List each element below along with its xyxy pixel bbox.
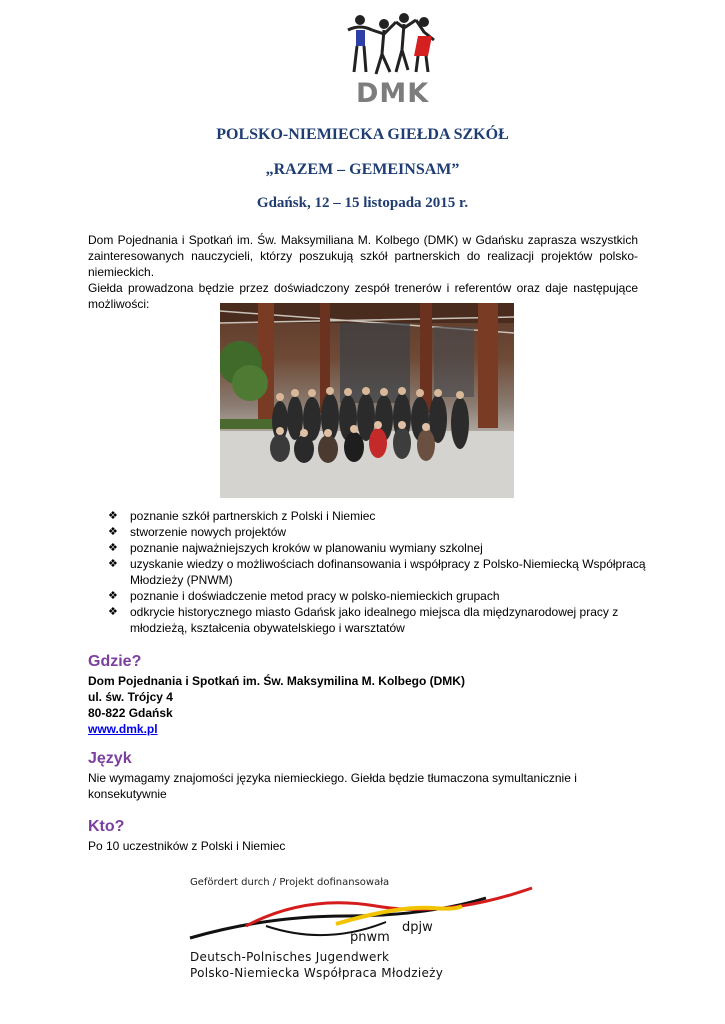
intro-paragraph-1: Dom Pojednania i Spotkań im. Św. Maksymiliana M. Kolbego (DMK) w Gdańsku zaprasza wszystkich zainteresowanych nauczycieli, którzy poszukują szkół partnerskich do realizacji projektów polsko-niemieckich. — [88, 233, 638, 279]
pnwm-text: pnwm — [350, 930, 390, 945]
group-photo — [220, 303, 514, 498]
intro-paragraph-2: Giełda prowadzona będzie przez doświadczony zespół trenerów i referentów oraz daje następujące możliwości: — [88, 281, 638, 311]
who-heading: Kto? — [88, 818, 125, 835]
intro-text — [88, 232, 638, 312]
diamond-bullet-icon: ❖ — [108, 509, 118, 522]
logo-text: DMK — [356, 78, 430, 109]
dpjw-text: dpjw — [402, 920, 433, 935]
dpjw-mark — [350, 920, 433, 945]
title-motto: „RAZEM – GEMEINSAM” — [265, 161, 460, 178]
diamond-bullet-icon: ❖ — [108, 541, 118, 554]
website-link[interactable]: www.dmk.pl — [88, 722, 158, 736]
list-item: ❖ poznanie najważniejszych kroków w planowaniu wymiany szkolnej — [108, 541, 483, 555]
list-item: ❖ uzyskanie wiedzy o możliwościach dofinansowania i współpracy z Polsko-Niemiecką Współpracą Młodzieży (PNWM) — [108, 557, 646, 587]
diamond-bullet-icon: ❖ — [108, 557, 118, 570]
org-name-de: Deutsch-Polnisches Jugendwerk — [190, 950, 390, 964]
diamond-bullet-icon: ❖ — [108, 589, 118, 602]
where-heading: Gdzie? — [88, 653, 142, 670]
diamond-bullet-icon: ❖ — [108, 605, 118, 618]
language-text: Nie wymagamy znajomości języka niemieckiego. Giełda będzie tłumaczona symultanicznie i konsekutywnie — [88, 771, 577, 801]
language-heading: Język — [88, 750, 132, 767]
list-item: ❖ poznanie i doświadczenie metod pracy w polsko-niemieckich grupach — [108, 589, 500, 603]
benefits-list — [108, 508, 648, 636]
dateline: Gdańsk, 12 – 15 listopada 2015 r. — [256, 195, 469, 211]
list-item: ❖ odkrycie historycznego miasto Gdańsk jako idealnego miejsca dla międzynarodowej pracy z młodzieżą, kształcenia obywatelskiego i warsztatów — [108, 605, 619, 635]
where-address — [88, 673, 628, 737]
venue-name: Dom Pojednania i Spotkań im. Św. Maksymilina M. Kolbego (DMK) — [88, 674, 465, 688]
list-item: ❖ stworzenie nowych projektów — [108, 525, 287, 539]
diamond-bullet-icon: ❖ — [108, 525, 118, 538]
who-text: Po 10 uczestników z Polski i Niemiec — [88, 839, 286, 853]
list-item: ❖ poznanie szkół partnerskich z Polski i Niemiec — [108, 509, 376, 523]
title-main: POLSKO-NIEMIECKA GIEŁDA SZKÓŁ — [216, 126, 509, 143]
postal-city: 80-822 Gdańsk — [88, 706, 173, 720]
street-address: ul. św. Trójcy 4 — [88, 690, 173, 704]
funding-note: Gefördert durch / Projekt dofinansowała — [190, 877, 390, 888]
org-name-pl: Polsko-Niemiecka Współpraca Młodzieży — [190, 966, 444, 980]
